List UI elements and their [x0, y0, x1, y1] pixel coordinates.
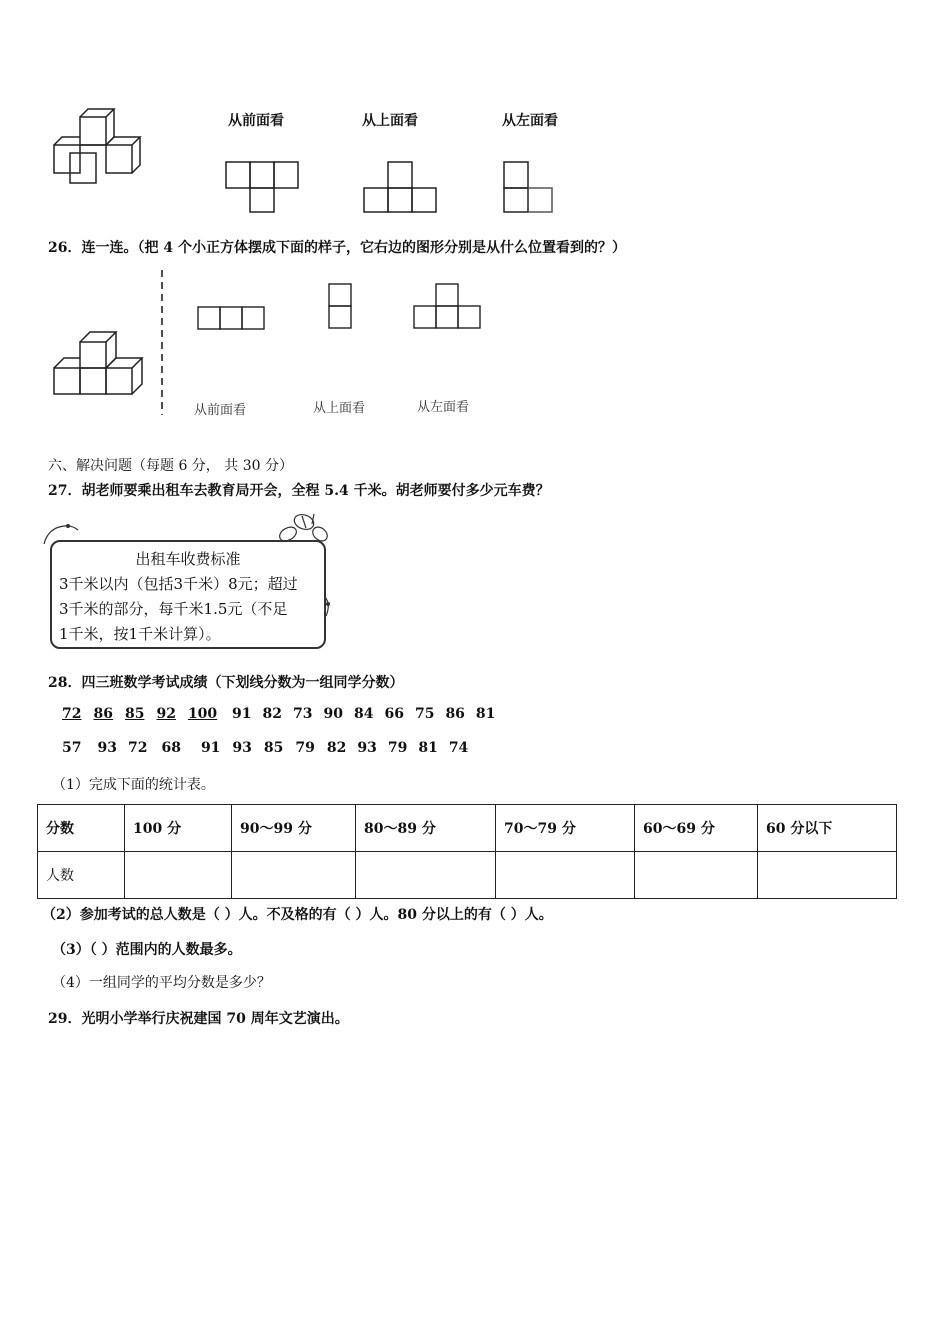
- q26-cube-figure: [52, 328, 152, 400]
- q29-text: 29．光明小学举行庆祝建国 70 周年文艺演出。: [48, 1011, 349, 1027]
- table-cell-blank[interactable]: [758, 852, 897, 899]
- table-cell-blank[interactable]: [356, 852, 496, 899]
- score: 81: [418, 740, 438, 756]
- table-cell-header: 70～79 分: [496, 805, 635, 852]
- score: 93: [97, 740, 117, 756]
- table-cell-blank[interactable]: [125, 852, 232, 899]
- table-cell-label: 分数: [38, 805, 125, 852]
- score: 79: [295, 740, 315, 756]
- score-underlined: 72: [62, 706, 82, 722]
- table-header-row: [38, 805, 897, 852]
- score: 73: [293, 706, 313, 722]
- q28-sub2: （2）参加考试的总人数是（ ）人。不及格的有（ ）人。80 分以上的有（ ）人。: [42, 907, 553, 923]
- q28-text: 28．四三班数学考试成绩（下划线分数为一组同学分数）: [48, 675, 404, 691]
- score-underlined: 85: [124, 706, 145, 722]
- q25-cube-figure: [50, 105, 150, 190]
- score: 91: [200, 740, 221, 756]
- score: 75: [414, 706, 435, 722]
- taxi-fare-card-line-1: 3千米以内（包括3千米）8元；超过: [59, 575, 298, 593]
- score-stat-table: [37, 804, 897, 899]
- score: 82: [326, 740, 347, 756]
- score: 74: [448, 740, 469, 756]
- q28-sub4: （4）一组同学的平均分数是多少？: [52, 975, 271, 991]
- q28-sub3: （3）（ ）范围内的人数最多。: [52, 942, 242, 958]
- table-cell-header: 60 分以下: [758, 805, 897, 852]
- table-cell-header: 80～89 分: [356, 805, 496, 852]
- score: 68: [161, 740, 181, 756]
- table-cell-header: 90～99 分: [232, 805, 356, 852]
- q26-label-front: 从前面看: [194, 403, 247, 418]
- q26-view-two-column-figure: [326, 282, 356, 332]
- score: 93: [232, 740, 252, 756]
- table-cell-header: 60～69 分: [635, 805, 758, 852]
- q27-text: 27．胡老师要乘出租车去教育局开会，全程 5.4 千米。胡老师要付多少元车费？: [48, 483, 550, 499]
- table-cell-blank[interactable]: [635, 852, 758, 899]
- score: 81: [475, 706, 496, 722]
- q26-text: 26．连一连。（把 4 个小正方体摆成下面的样子，它右边的图形分别是从什么位置看到的？）: [48, 240, 626, 256]
- score: 85: [263, 740, 284, 756]
- score: 72: [127, 740, 148, 756]
- q28-scores-row-1: [62, 706, 503, 722]
- score: 66: [384, 706, 404, 722]
- table-cell-label: 人数: [38, 852, 125, 899]
- q26-dashed-divider: [158, 270, 166, 415]
- taxi-fare-card: [50, 540, 326, 649]
- table-cell-header: 100 分: [125, 805, 232, 852]
- taxi-fare-card-line-2: 3千米的部分，每千米1.5元（不足: [59, 600, 288, 618]
- table-row: [38, 852, 897, 899]
- score-underlined: 86: [93, 706, 113, 722]
- q25-view-left-figure: [502, 158, 562, 214]
- q26-view-t-shape-figure: [412, 282, 484, 332]
- taxi-fare-card-line-3: 1千米，按1千米计算）。: [59, 625, 221, 643]
- score: 93: [357, 740, 377, 756]
- score-underlined: 100: [187, 706, 218, 722]
- q26-view-three-row-figure: [196, 304, 268, 332]
- score: 86: [445, 706, 465, 722]
- table-cell-blank[interactable]: [232, 852, 356, 899]
- q26-label-top: 从上面看: [313, 401, 366, 416]
- q28-scores-row-2: [62, 740, 476, 756]
- section6-title: 六、解决问题（每题 6 分， 共 30 分）: [48, 458, 293, 474]
- q28-sub1: （1）完成下面的统计表。: [52, 777, 215, 793]
- score: 79: [387, 740, 408, 756]
- score-underlined: 92: [156, 706, 176, 722]
- taxi-fare-card-title: 出租车收费标准: [135, 550, 241, 568]
- q25-label-left: 从左面看: [502, 113, 558, 129]
- q25-label-top: 从上面看: [362, 113, 418, 129]
- score: 90: [323, 706, 343, 722]
- table-cell-blank[interactable]: [496, 852, 635, 899]
- score: 84: [353, 706, 374, 722]
- q26-label-left: 从左面看: [417, 400, 470, 415]
- score: 57: [62, 740, 82, 756]
- score: 82: [262, 706, 283, 722]
- q25-view-top-figure: [362, 158, 442, 214]
- q25-label-front: 从前面看: [228, 113, 284, 129]
- q25-view-front-figure: [224, 158, 304, 214]
- score: 91: [232, 706, 252, 722]
